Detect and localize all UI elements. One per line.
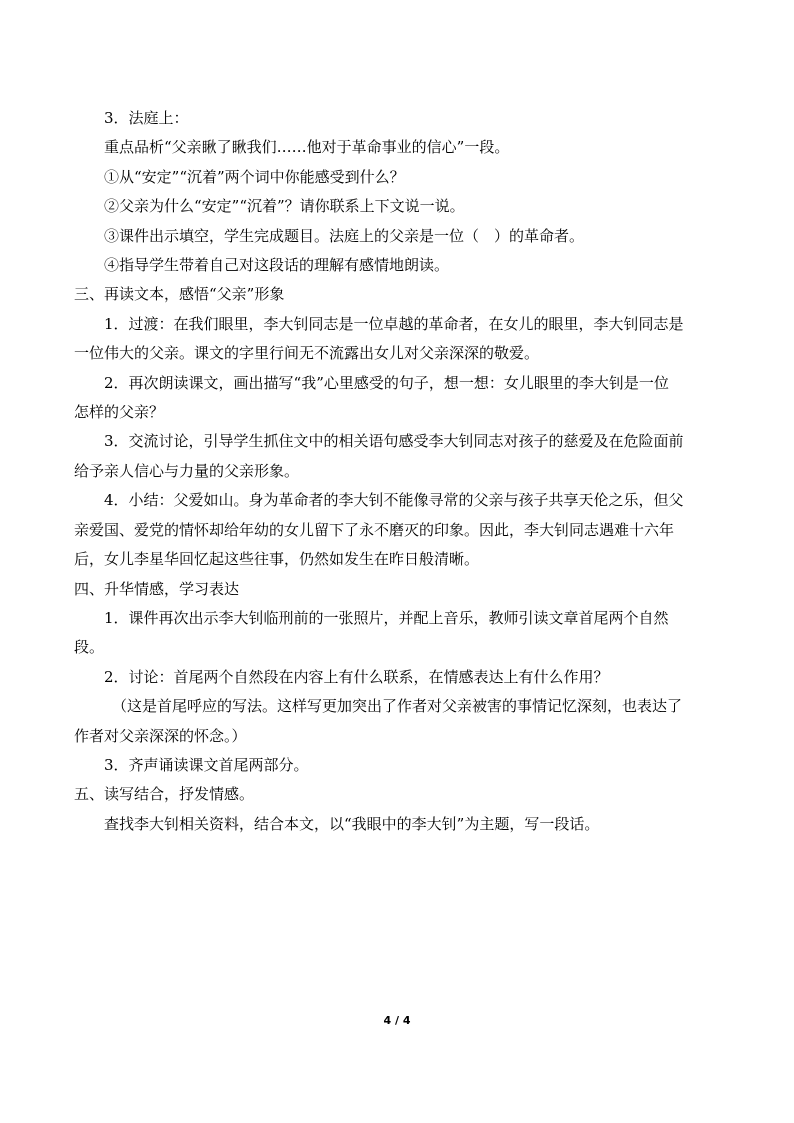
paragraph-line: 2．再次朗读课文，画出描写“我”心里感受的句子，想一想：女儿眼里的李大钊是一位: [104, 373, 669, 392]
list-item: ②父亲为什么“安定”“沉着”？请你联系上下文说一说。: [104, 197, 465, 216]
document-body: [74, 104, 720, 839]
paragraph-line: 亲爱国、爱党的情怀却给年幼的女儿留下了永不磨灭的印象。因此，李大钊同志遇难十六年: [74, 520, 675, 539]
paragraph-line: 1．过渡：在我们眼里，李大钊同志是一位卓越的革命者，在女儿的眼里，李大钊同志是: [104, 314, 684, 333]
paragraph-line: 1．课件再次出示李大钊临刑前的一张照片，并配上音乐，教师引读文章首尾两个自然: [104, 608, 669, 627]
paragraph-line: 4．小结：父爱如山。身为革命者的李大钊不能像寻常的父亲与孩子共享天伦之乐，但父: [104, 491, 684, 510]
paragraph-line: 后，女儿李星华回忆起这些往事，仍然如发生在昨日般清晰。: [74, 550, 480, 569]
paragraph-line: 查找李大钊相关资料，结合本文，以“我眼中的李大钊”为主题，写一段话。: [104, 814, 600, 833]
paragraph-line: 一位伟大的父亲。课文的字里行间无不流露出女儿对父亲深深的敬爱。: [74, 344, 540, 363]
list-item: ④指导学生带着自己对这段话的理解有感情地朗读。: [104, 256, 450, 275]
section-heading-4: 四、升华情感，学习表达: [74, 579, 240, 598]
section-heading-5: 五、读写结合，抒发情感。: [74, 785, 255, 804]
paragraph-line: 给予亲人信心与力量的父亲形象。: [74, 461, 300, 480]
page-number: 4 / 4: [383, 1014, 411, 1027]
list-item: ①从“安定”“沉着”两个词中你能感受到什么？: [104, 167, 405, 186]
paragraph-line: 作者对父亲深深的怀念。）: [74, 726, 247, 745]
paragraph-line: 3．交流讨论，引导学生抓住文中的相关语句感受李大钊同志对孩子的慈爱及在危险面前: [104, 432, 684, 451]
paragraph-line: 2．讨论：首尾两个自然段在内容上有什么联系，在情感表达上有什么作用？: [104, 667, 609, 686]
paragraph-line: 怎样的父亲？: [74, 403, 165, 422]
paragraph-line: 段。: [74, 638, 105, 657]
paragraph-line: 3．齐声诵读课文首尾两部分。: [104, 755, 309, 774]
paragraph-line: 重点品析“父亲瞅了瞅我们……他对于革命事业的信心”一段。: [104, 138, 510, 157]
section-heading-3: 三、再读文本，感悟“父亲”形象: [74, 285, 285, 304]
subheading-courtroom: 3．法庭上：: [104, 109, 189, 127]
list-item: ③课件出示填空，学生完成题目。法庭上的父亲是一位（ ）的革命者。: [104, 226, 585, 245]
paragraph-line: （这是首尾呼应的写法。这样写更加突出了作者对父亲被害的事情记忆深刻，也表达了: [112, 697, 683, 716]
